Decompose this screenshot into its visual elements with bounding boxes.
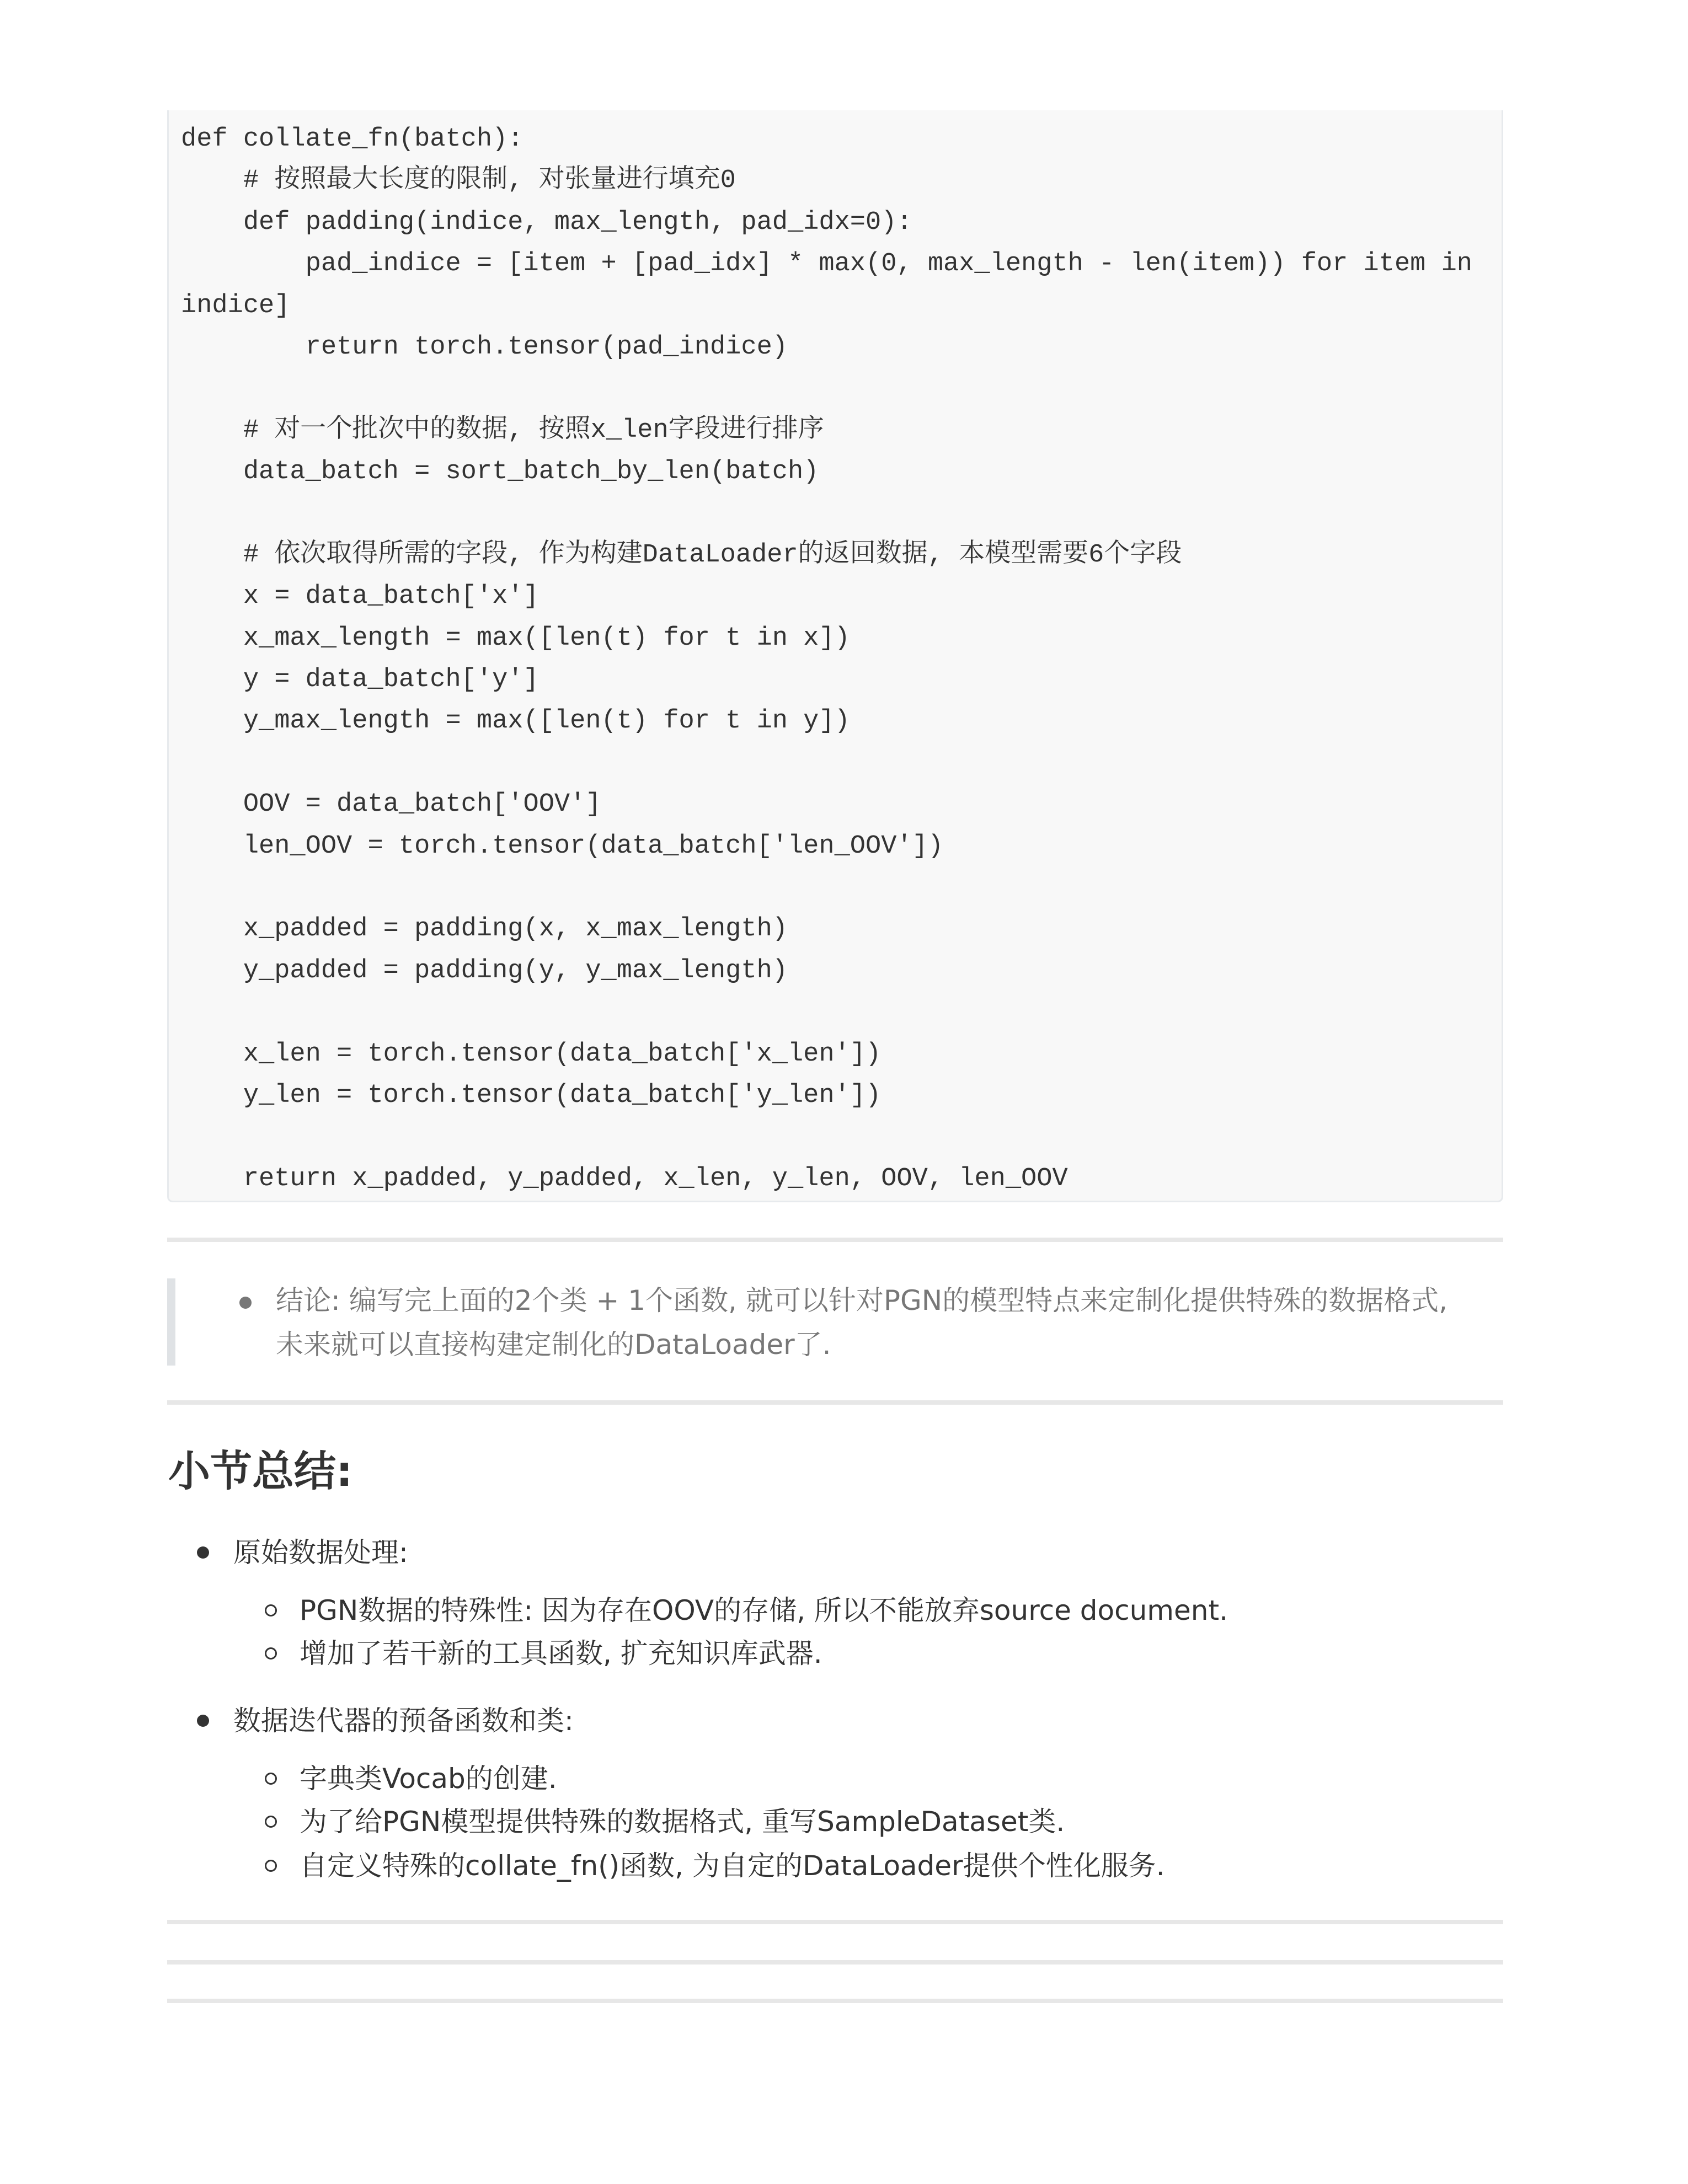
code-line: data_batch = sort_batch_by_len(batch) [181, 457, 819, 487]
code-line [181, 992, 1472, 1033]
bullet-circle-icon [265, 1773, 277, 1785]
summary-subitem: 自定义特殊的collate_fn()函数, 为自定的DataLoader提供个性化服务. [300, 1850, 1165, 1882]
code-content [181, 119, 1472, 1200]
bullet-circle-icon [265, 1604, 277, 1616]
blockquote-line-1: 结论: 编写完上面的2个类 + 1个函数, 就可以针对PGN的模型特点来定制化提供特殊的数据格式, [276, 1284, 1448, 1316]
bullet-circle-icon [265, 1647, 277, 1660]
bullet-disc-icon [239, 1297, 252, 1309]
code-block [167, 110, 1503, 1202]
code-line [181, 867, 1472, 908]
blockquote-text [276, 1278, 1489, 1367]
code-line: y_padded = padding(y, y_max_length) [181, 956, 788, 986]
summary-subitem: 增加了若干新的工具函数, 扩充知识库武器. [300, 1637, 822, 1669]
horizontal-rule [167, 1400, 1503, 1405]
horizontal-rule [167, 1999, 1503, 2003]
code-line: x_padded = padding(x, x_max_length) [181, 914, 788, 944]
summary-subitem: 字典类Vocab的创建. [300, 1763, 557, 1795]
section-heading: 小节总结: [168, 1447, 353, 1496]
code-line: # 依次取得所需的字段, 作为构建DataLoader的返回数据, 本模型需要6个字段 [181, 540, 1182, 570]
bullet-disc-icon [197, 1546, 209, 1559]
code-line: x_len = torch.tensor(data_batch['x_len']) [181, 1039, 882, 1069]
code-line [181, 1116, 1472, 1158]
horizontal-rule [167, 1960, 1503, 1964]
code-line: indice] [181, 291, 290, 320]
code-line [181, 742, 1472, 784]
horizontal-rule [167, 1238, 1503, 1242]
summary-subitem: PGN数据的特殊性: 因为存在OOV的存储, 所以不能放弃source document. [300, 1594, 1228, 1626]
summary-subitem: 为了给PGN模型提供特殊的数据格式, 重写SampleDataset类. [300, 1806, 1065, 1838]
bullet-circle-icon [265, 1860, 277, 1872]
conclusion-blockquote [167, 1278, 1503, 1366]
code-line: y_max_length = max([len(t) for t in y]) [181, 706, 850, 736]
blockquote-bar [167, 1278, 175, 1366]
summary-item-label: 原始数据处理: [233, 1537, 408, 1569]
code-line [181, 368, 1472, 409]
code-line: # 按照最大长度的限制, 对张量进行填充0 [181, 166, 736, 196]
bullet-disc-icon [197, 1715, 209, 1727]
code-line [181, 493, 1472, 534]
code-line: x_max_length = max([len(t) for t in x]) [181, 623, 850, 653]
bullet-circle-icon [265, 1816, 277, 1828]
code-line: return x_padded, y_padded, x_len, y_len, OOV, len_OOV [181, 1164, 1068, 1193]
code-line: # 对一个批次中的数据, 按照x_len字段进行排序 [181, 415, 824, 445]
code-line: x = data_batch['x'] [181, 582, 539, 612]
summary-item-label: 数据迭代器的预备函数和类: [233, 1705, 574, 1737]
code-line: OOV = data_batch['OOV'] [181, 790, 601, 820]
code-line: def collate_fn(batch): [181, 125, 524, 154]
code-line: y_len = torch.tensor(data_batch['y_len']) [181, 1080, 882, 1110]
code-line: return torch.tensor(pad_indice) [181, 332, 788, 362]
code-line: len_OOV = torch.tensor(data_batch['len_OOV']) [181, 831, 944, 861]
code-line: y = data_batch['y'] [181, 665, 539, 695]
horizontal-rule [167, 1920, 1503, 1924]
code-line: def padding(indice, max_length, pad_idx=0): [181, 207, 912, 237]
code-line: pad_indice = [item + [pad_idx] * max(0, max_length - len(item)) for item in [181, 249, 1472, 279]
blockquote-line-2: 未来就可以直接构建定制化的DataLoader了. [276, 1329, 831, 1361]
